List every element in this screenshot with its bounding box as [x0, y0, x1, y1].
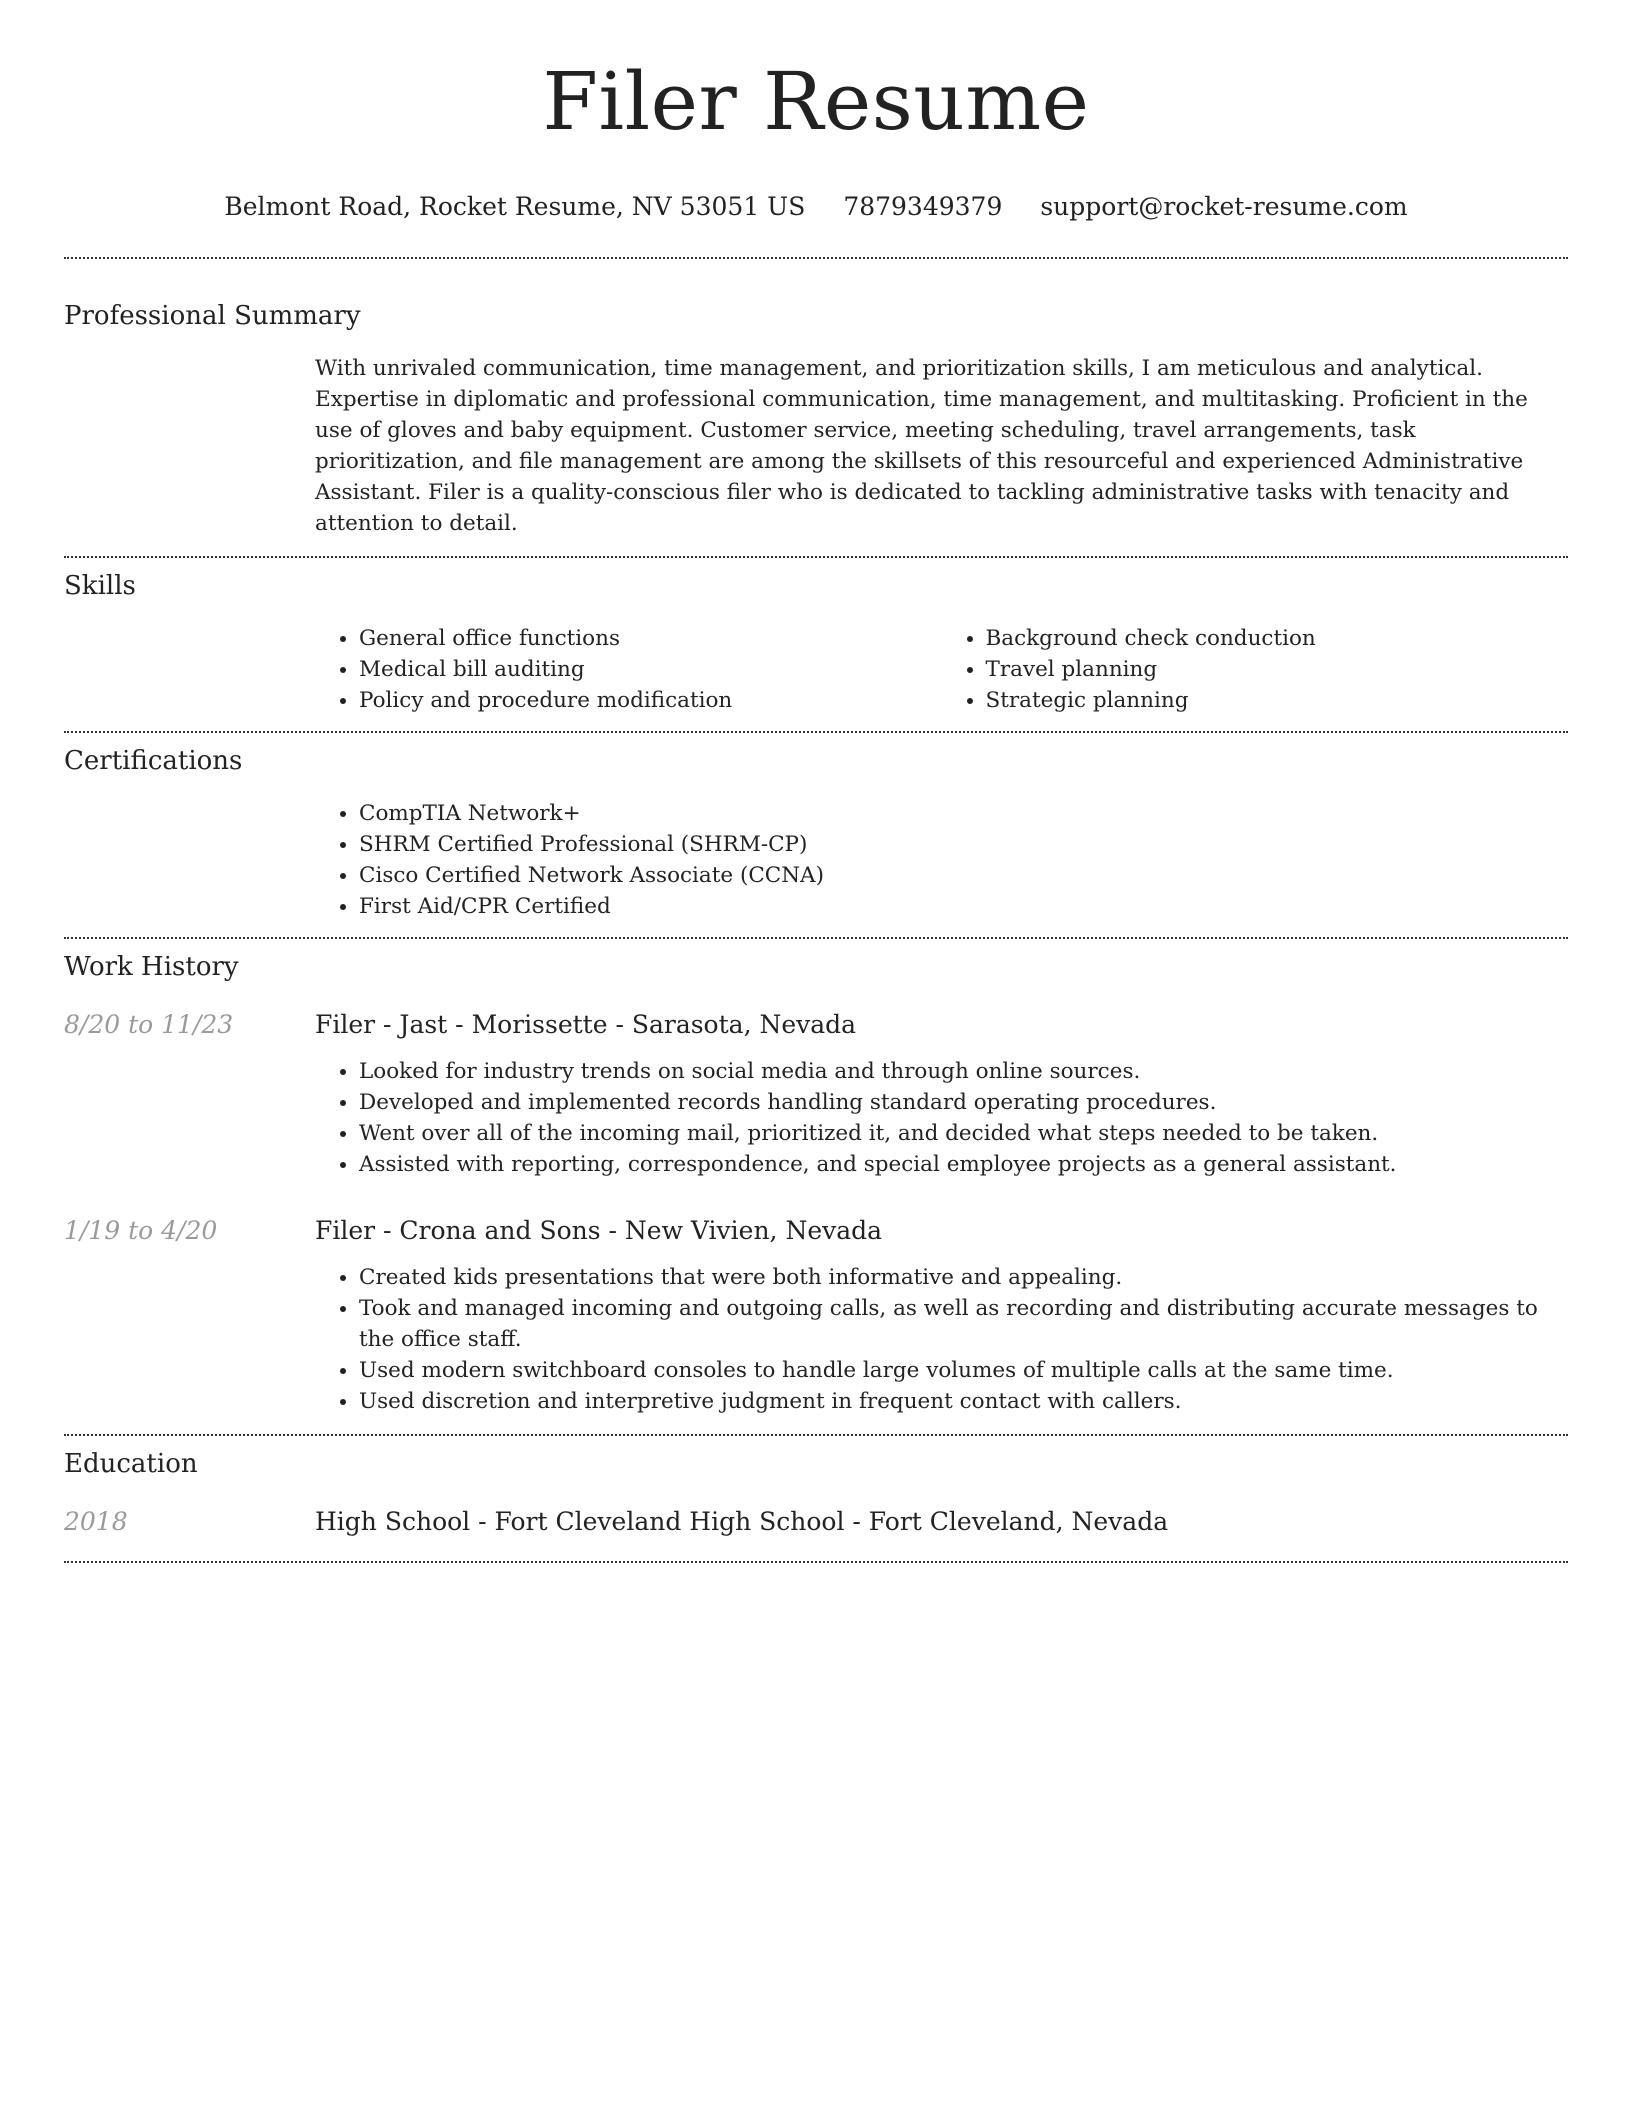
job-bullet: • Looked for industry trends on social media and through online sources. [359, 1056, 1568, 1087]
certification-item: • Cisco Certified Network Associate (CCNA) [359, 860, 1568, 891]
job-bullets [315, 1262, 1568, 1417]
divider [64, 731, 1568, 733]
contact-address: Belmont Road, Rocket Resume, NV 53051 US [224, 192, 806, 221]
divider [64, 1561, 1568, 1563]
job-bullet: • Used discretion and interpretive judgment in frequent contact with callers. [359, 1386, 1568, 1417]
job-bullet: • Assisted with reporting, correspondence, and special employee projects as a general assistant. [359, 1149, 1568, 1180]
job-entry [64, 1008, 1568, 1180]
skill-item: • Background check conduction [986, 623, 1569, 654]
job-bullet: • Developed and implemented records handling standard operating procedures. [359, 1087, 1568, 1118]
job-dates: 1/19 to 4/20 [64, 1216, 218, 1245]
divider [64, 937, 1568, 939]
divider [64, 556, 1568, 558]
education-section [64, 1447, 1568, 1539]
summary-title: Professional Summary [64, 301, 361, 331]
skills-section [64, 569, 1568, 716]
skills-list-right [942, 623, 1569, 716]
certifications-list [315, 798, 1568, 922]
certification-item: • CompTIA Network+ [359, 798, 1568, 829]
contact-phone: 7879349379 [843, 192, 1003, 221]
job-bullet: • Took and managed incoming and outgoing calls, as well as recording and distributing accurate messages to the office staff. [359, 1293, 1568, 1355]
job-heading: Filer - Crona and Sons - New Vivien, Nevada [315, 1216, 883, 1245]
job-bullet: • Went over all of the incoming mail, prioritized it, and decided what steps needed to be taken. [359, 1118, 1568, 1149]
work-title: Work History [64, 952, 239, 982]
divider [64, 1434, 1568, 1436]
contact-line [64, 190, 1568, 224]
job-bullet: • Created kids presentations that were both informative and appealing. [359, 1262, 1568, 1293]
education-entry [64, 1505, 1568, 1539]
certifications-title: Certifications [64, 746, 243, 776]
job-heading: Filer - Jast - Morissette - Sarasota, Nevada [315, 1010, 857, 1039]
skills-title: Skills [64, 571, 136, 601]
work-section [64, 950, 1568, 1417]
job-bullet: • Used modern switchboard consoles to handle large volumes of multiple calls at the same time. [359, 1355, 1568, 1386]
certifications-section [64, 744, 1568, 922]
resume-name: Filer Resume [542, 55, 1090, 148]
job-entry [64, 1214, 1568, 1417]
education-year: 2018 [64, 1507, 128, 1536]
skill-item: • Medical bill auditing [359, 654, 942, 685]
job-bullets [315, 1056, 1568, 1180]
divider [64, 257, 1568, 259]
education-title: Education [64, 1449, 198, 1479]
skill-item: • Policy and procedure modification [359, 685, 942, 716]
skills-list-left [315, 623, 942, 716]
contact-email: support@rocket-resume.com [1040, 192, 1408, 221]
summary-section [64, 299, 1568, 539]
job-dates: 8/20 to 11/23 [64, 1010, 234, 1039]
certification-item: • SHRM Certified Professional (SHRM-CP) [359, 829, 1568, 860]
summary-text: With unrivaled communication, time management, and prioritization skills, I am meticulous and analytical. Expertise in diplomatic and professional communication, time management, and multitasking. Proficient in the use of gloves and baby equipment. Customer service, meeting scheduling, travel arrangements, task prioritization, and file management are among the skillsets of this resourceful and experienced Administrative Assistant. Filer is a quality-conscious filer who is dedicated to tackling administrative tasks with tenacity and attention to detail. [315, 356, 1528, 536]
skill-item: • Travel planning [986, 654, 1569, 685]
education-heading: High School - Fort Cleveland High School - Fort Cleveland, Nevada [315, 1507, 1169, 1536]
skill-item: • General office functions [359, 623, 942, 654]
skill-item: • Strategic planning [986, 685, 1569, 716]
certification-item: • First Aid/CPR Certified [359, 891, 1568, 922]
